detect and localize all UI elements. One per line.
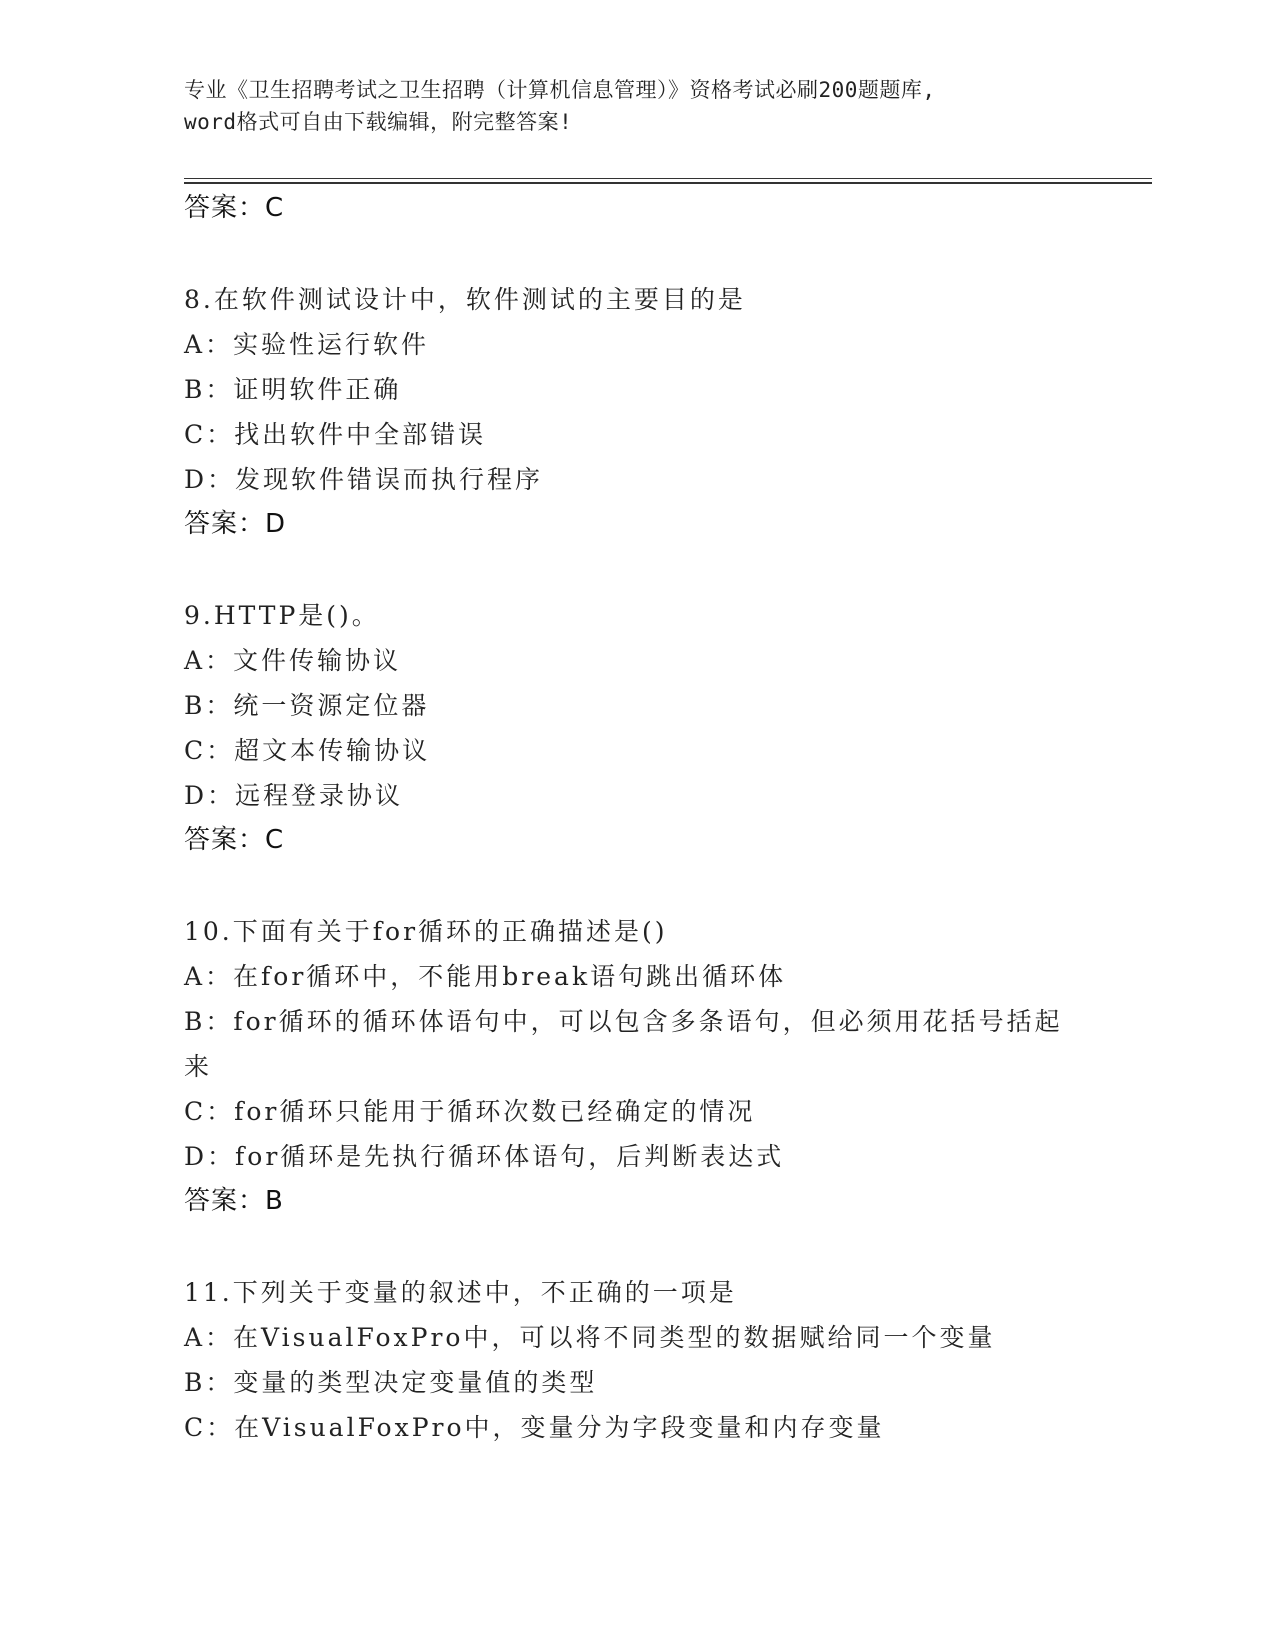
option-d: D：for循环是先执行循环体语句，后判断表达式 bbox=[184, 1142, 785, 1171]
question-stem: 9.HTTP是()。 bbox=[184, 601, 380, 630]
question-list bbox=[184, 186, 1084, 1450]
option-a: A：在VisualFoxPro中，可以将不同类型的数据赋给同一个变量 bbox=[184, 1323, 996, 1352]
document-header bbox=[184, 74, 1064, 138]
option-a: A：文件传输协议 bbox=[184, 646, 402, 675]
question-stem: 11.下列关于变量的叙述中，不正确的一项是 bbox=[184, 1278, 737, 1307]
option-b: B：for循环的循环体语句中，可以包含多条语句，但必须用花括号括起来 bbox=[184, 1007, 1063, 1081]
question-10 bbox=[184, 909, 1084, 1224]
option-b: B：变量的类型决定变量值的类型 bbox=[184, 1368, 598, 1397]
header-title-line-2: word格式可自由下载编辑，附完整答案! bbox=[184, 110, 573, 134]
option-b: B：证明软件正确 bbox=[184, 375, 402, 404]
question-stem: 10.下面有关于for循环的正确描述是() bbox=[184, 917, 668, 946]
question-answer: 答案：B bbox=[184, 1186, 284, 1216]
question-8 bbox=[184, 277, 1084, 547]
header-divider-thin bbox=[184, 178, 1152, 179]
header-divider-thick bbox=[184, 182, 1152, 184]
option-c: C：for循环只能用于循环次数已经确定的情况 bbox=[184, 1097, 756, 1126]
question-11 bbox=[184, 1270, 1084, 1450]
question-answer: 答案：C bbox=[184, 825, 285, 855]
option-c: C：在VisualFoxPro中，变量分为字段变量和内存变量 bbox=[184, 1413, 885, 1442]
option-d: D：发现软件错误而执行程序 bbox=[184, 465, 544, 494]
previous-question-answer: 答案：C bbox=[184, 193, 285, 223]
option-a: A：在for循环中，不能用break语句跳出循环体 bbox=[184, 962, 787, 991]
option-d: D：远程登录协议 bbox=[184, 781, 404, 810]
question-answer: 答案：D bbox=[184, 509, 287, 539]
option-a: A：实验性运行软件 bbox=[184, 330, 430, 359]
option-b: B：统一资源定位器 bbox=[184, 691, 430, 720]
question-stem: 8.在软件测试设计中，软件测试的主要目的是 bbox=[184, 285, 746, 314]
question-9 bbox=[184, 593, 1084, 863]
header-title-line-1: 专业《卫生招聘考试之卫生招聘（计算机信息管理）》资格考试必刷200题题库, bbox=[184, 78, 936, 102]
option-c: C：超文本传输协议 bbox=[184, 736, 431, 765]
option-c: C：找出软件中全部错误 bbox=[184, 420, 487, 449]
